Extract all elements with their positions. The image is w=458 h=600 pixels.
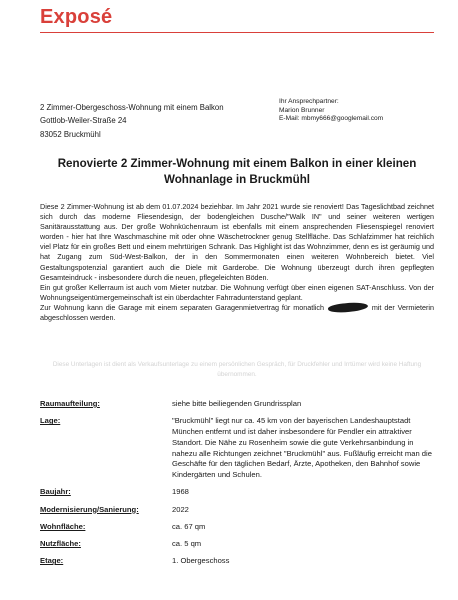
fact-value: ca. 5 qm <box>172 538 202 548</box>
description-paragraph-3 <box>40 303 434 323</box>
property-address <box>40 101 280 141</box>
fact-row <box>40 416 434 481</box>
fact-value: 1. Obergeschoss <box>172 556 230 566</box>
contact-label: Ihr Ansprechpartner: <box>279 98 339 105</box>
fact-label: Wohnfläche: <box>40 521 86 531</box>
contact-name: Marion Brunner <box>279 106 325 114</box>
contact-block <box>279 98 444 124</box>
fact-row <box>40 487 434 498</box>
fact-label: Nutzfläche: <box>40 538 81 548</box>
fact-row <box>40 505 434 516</box>
garage-text-after: mit der Vermieterin abgeschlossen werden. <box>40 302 434 323</box>
fact-label: Etage: <box>40 556 64 566</box>
fact-label: Baujahr: <box>40 487 71 497</box>
description-paragraph-1: Diese 2 Zimmer-Wohnung ist ab dem 01.07.2024 beziehbar. Im Jahr 2021 wurde sie renoviert! Das Tageslichtbad zeichnet sich durch das moderne Fliesendesign, der bodengleichen Dusche/"Walk IN" und seiner weiteren wertigen Sanitärausstattung aus. Der große Wohnküchenraum ist ebenfalls mit einem ansprechenden Fliesenspiegel renoviert worden - hier hat Ihre Waschmaschine mit oder ohne Wäschetrockner genug Stellfläche. Das Schlafzimmer hat reichlich viel Platz für ein großes Bett und einem mehrtürigen Schrank. Das Highlight ist das Wohnzimmer, denn es ist geräumig und hat Zugang zum Süd-West-Balkon, der in den Sommermonaten einen weiteren Wohnbereich bietet. Viel Gestaltungspotenzial garantiert auch die Diele mit Garderobe. Die Wohnung überzeugt durch ihren gepflegten Gesamteindruck - insbesondere durch die neuen, pflegeleichten Böden. <box>40 202 434 282</box>
fact-value: "Bruckmühl" liegt nur ca. 45 km von der bayerischen Landeshauptstadt München entfernt und ist daher insbesondere für Pendler ein attraktiver Standort. Die Nähe zu Rosenheim sowie die gute Verkehrsanbindung in nahezu alle Richtungen zeichnet "Bruckmühl" aus. Fußläufig erreicht man die Geschäfte für den täglichen Bedarf, Ärzte, Apotheken, den Bahnhof sowie Kindergärten und Schulen. <box>172 416 432 480</box>
fact-label: Lage: <box>40 416 61 426</box>
fact-label: Raumaufteilung: <box>40 399 100 408</box>
fact-value: ca. 67 qm <box>172 521 206 531</box>
address-line-street: Gottlob-Weiler-Straße 24 <box>40 116 127 126</box>
fact-value: 2022 <box>172 504 189 514</box>
fact-row <box>40 399 434 410</box>
description-paragraph-2: Ein gut großer Kellerraum ist auch vom Mieter nutzbar. Die Wohnung verfügt über einen eigenen SAT-Anschluss. Von der Wohnungseigentümergemeinschaft ist ein überdachter Fahrradunterstand geplant. <box>40 282 434 302</box>
property-description <box>40 202 434 323</box>
disclaimer-text: Diese Unterlagen ist dient als Verkaufsunterlage zu einem persönlichen Gespräch, für Druckfehler und Irrtümer wird keine Haftung übernommen. <box>52 361 422 378</box>
fact-value: siehe bitte beiliegenden Grundrissplan <box>172 399 302 408</box>
fact-value: 1968 <box>172 487 189 497</box>
garage-text-before: Zur Wohnung kann die Garage mit einem separaten Garagenmietvertrag für monatlich <box>40 302 324 312</box>
expose-header <box>40 6 434 29</box>
page-headline: Renovierte 2 Zimmer-Wohnung mit einem Balkon in einer kleinen Wohnanlage in Bruckmühl <box>57 157 417 186</box>
fact-row <box>40 539 434 550</box>
address-line-title: 2 Zimmer-Obergeschoss-Wohnung mit einem Balkon <box>40 103 224 112</box>
property-facts <box>40 399 434 573</box>
redaction-mark <box>328 301 369 314</box>
document-title: Exposé <box>40 6 113 28</box>
address-line-city: 83052 Bruckmühl <box>40 129 101 139</box>
header-divider <box>40 32 434 33</box>
contact-email[interactable]: E-Mail: mbmy666@googlemail.com <box>279 115 384 123</box>
fact-label: Modernisierung/Sanierung: <box>40 504 139 514</box>
fact-row <box>40 522 434 533</box>
fact-row <box>40 556 434 567</box>
